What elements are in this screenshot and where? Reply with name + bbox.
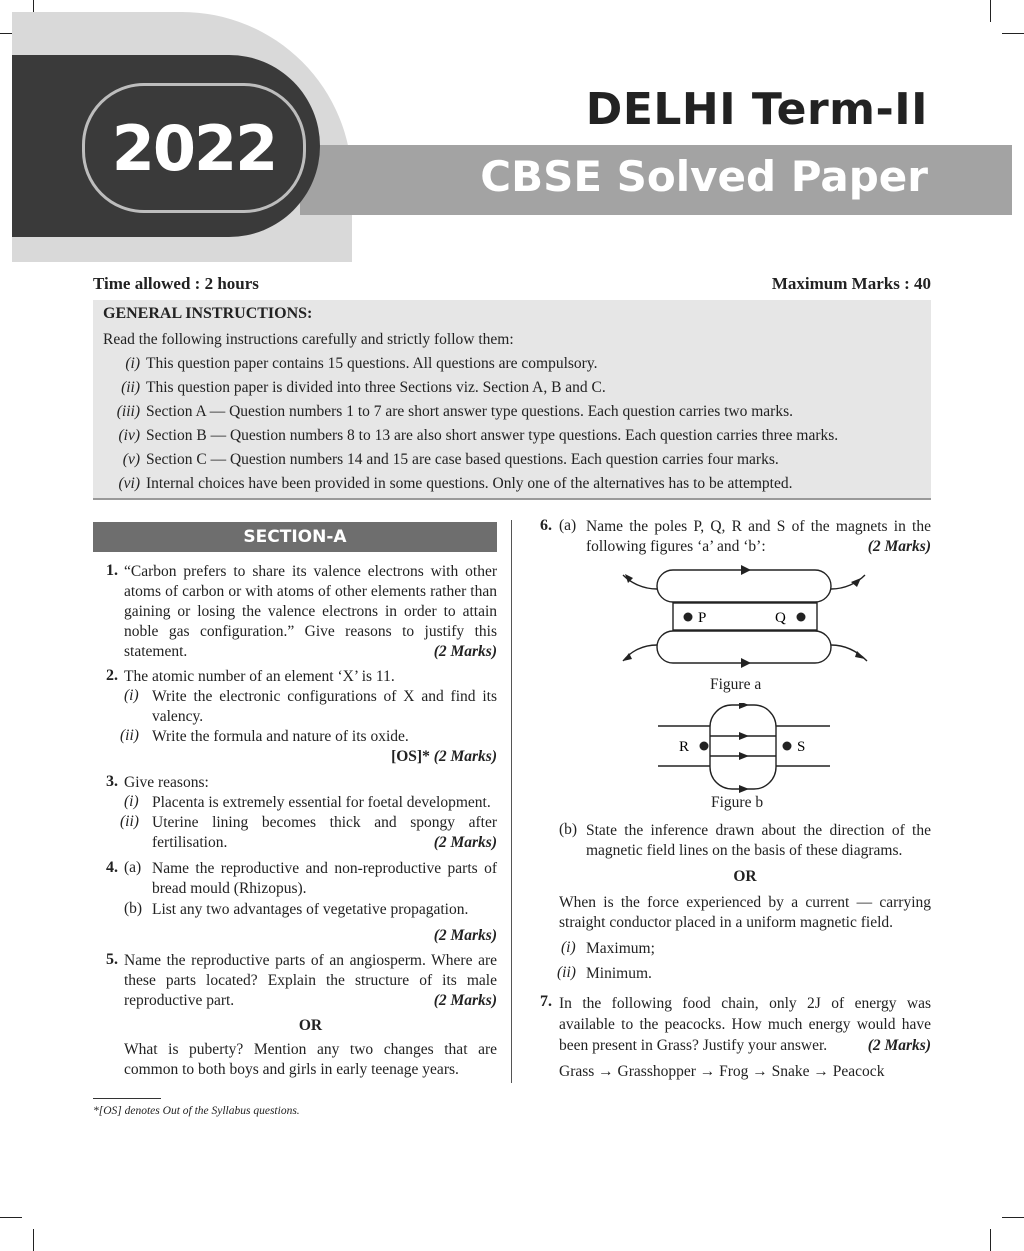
pole-label-s: S	[797, 739, 806, 755]
question-number: 3.	[106, 773, 118, 790]
sub-number: (i)	[124, 793, 139, 810]
time-allowed: Time allowed : 2 hours	[93, 274, 259, 293]
figure-a-diagram	[615, 565, 875, 675]
or-separator: OR	[298, 1017, 323, 1034]
sub-question: Uterine lining becomes thick and spongy after fertilisation.	[152, 814, 497, 851]
maximum-marks: Maximum Marks : 40	[771, 274, 931, 293]
footnote: *[OS] denotes Out of the Syllabus questions.	[93, 1105, 300, 1117]
sub-number: (i)	[124, 687, 139, 704]
pole-dot	[783, 742, 792, 751]
question-1	[106, 562, 497, 662]
arrow-head	[739, 732, 749, 740]
field-line	[657, 570, 831, 602]
year-badge: 2022	[82, 83, 306, 213]
crop-mark	[990, 0, 991, 22]
question-6	[540, 517, 931, 557]
instruction-item: (iv) Section B — Question numbers 8 to 13 are also short answer type questions. Each question carries three marks.	[118, 427, 839, 444]
question-text: Give reasons:	[124, 774, 209, 791]
arrow-head	[741, 658, 751, 668]
field-line	[710, 705, 776, 789]
sub-number: (ii)	[120, 813, 139, 830]
sub-number: (b)	[124, 900, 143, 917]
sub-number: (a)	[559, 517, 577, 534]
sub-number: (ii)	[120, 727, 139, 744]
arrow-head	[851, 578, 861, 587]
page-subtitle: CBSE Solved Paper	[480, 152, 928, 201]
question-number: 2.	[106, 667, 118, 684]
arrow-head	[739, 785, 749, 793]
crop-mark	[1002, 33, 1024, 34]
sub-question: Write the formula and nature of its oxide.	[152, 728, 409, 745]
figure-b-caption: Figure b	[711, 794, 764, 811]
question-5	[106, 951, 497, 1080]
sub-question: List any two advantages of vegetative propagation.	[152, 901, 469, 918]
sub-number: (a)	[124, 859, 142, 876]
instructions-title: GENERAL INSTRUCTIONS:	[103, 305, 313, 322]
crop-mark	[990, 1229, 991, 1251]
question-number: 4.	[106, 859, 118, 876]
field-line	[831, 645, 867, 661]
question-4	[106, 859, 497, 946]
question-number: 7.	[540, 993, 552, 1010]
question-2	[106, 667, 497, 767]
figure-a-caption: Figure a	[710, 676, 762, 693]
sub-number: (b)	[559, 821, 578, 838]
instruction-item: (vi) Internal choices have been provided in some questions. Only one of the alternatives has to be attempted.	[118, 475, 793, 492]
sub-number: (i)	[561, 939, 576, 956]
question-7	[540, 993, 931, 1082]
marks-label: (2 Marks)	[867, 538, 931, 555]
crop-mark	[1002, 1217, 1024, 1218]
alternative-question: When is the force experienced by a current — carrying straight conductor placed in a uniform magnetic field.	[559, 894, 931, 931]
question-6-part-b	[559, 821, 931, 984]
sub-question: Placenta is extremely essential for foetal development.	[152, 794, 491, 811]
pole-label-p: P	[698, 610, 707, 626]
sub-question: State the inference drawn about the direction of the magnetic field lines on the basis of these diagrams.	[586, 822, 931, 859]
field-line	[831, 575, 865, 589]
pole-dot	[797, 613, 806, 622]
question-text: Name the reproductive parts of an angiosperm. Where are these parts located? Explain the structure of its male reproductive part.	[124, 952, 497, 1009]
sub-question: Write the electronic configurations of X and find its valency.	[152, 688, 497, 725]
or-separator: OR	[733, 868, 757, 885]
pole-label-q: Q	[775, 610, 786, 626]
instruction-item: (ii) This question paper is divided into three Sections viz. Section A, B and C.	[121, 379, 606, 396]
field-line	[657, 631, 831, 663]
question-text: In the following food chain, only 2J of energy was available to the peacocks. How much energy would have been present in Grass? Justify your answer.	[559, 995, 931, 1054]
crop-mark	[33, 1229, 34, 1251]
question-text: “Carbon prefers to share its valence electrons with other atoms of carbon or with atoms of other elements rather than gaining or losing the valence electrons in order to attain noble gas configuration.” Give reasons to justify this statement.	[124, 563, 497, 660]
question-number: 6.	[540, 517, 552, 534]
question-3	[106, 773, 497, 853]
marks-label: (2 Marks)	[433, 834, 497, 851]
pole-label-r: R	[679, 739, 690, 755]
food-chain: Grass → Grasshopper → Frog → Snake → Peacock	[559, 1063, 885, 1080]
arrow-head	[739, 752, 749, 760]
question-number: 5.	[106, 951, 118, 968]
section-heading: SECTION-A	[93, 522, 497, 552]
instruction-item: (i) This question paper contains 15 questions. All questions are compulsory.	[125, 355, 598, 372]
figure-b-diagram	[655, 703, 835, 793]
question-text: The atomic number of an element ‘X’ is 11.	[124, 668, 395, 685]
marks-label: [OS]* (2 Marks)	[391, 748, 497, 765]
arrow-head	[741, 565, 751, 575]
bar-magnet	[673, 603, 817, 630]
footnote-rule	[93, 1098, 161, 1099]
sub-question: Minimum.	[586, 965, 652, 982]
instructions-box	[93, 300, 931, 500]
instruction-item: (iii) Section A — Question numbers 1 to 7 are short answer type questions. Each question carries two marks.	[116, 403, 793, 420]
column-divider	[511, 520, 512, 1083]
instruction-item: (v) Section C — Question numbers 14 and 15 are case based questions. Each question carries four marks.	[122, 451, 779, 468]
pole-dot	[700, 742, 709, 751]
pole-dot	[684, 613, 693, 622]
marks-label: (2 Marks)	[433, 927, 497, 944]
question-number: 1.	[106, 562, 118, 579]
sub-question: Name the poles P, Q, R and S of the magnets in the following figures ‘a’ and ‘b’:	[586, 518, 931, 555]
sub-question: Name the reproductive and non-reproductive parts of bread mould (Rhizopus).	[152, 860, 497, 897]
sub-question: Maximum;	[586, 940, 655, 957]
page-title: DELHI Term-II	[585, 84, 928, 135]
instructions-intro: Read the following instructions carefully and strictly follow them:	[103, 331, 514, 348]
marks-label: (2 Marks)	[433, 643, 497, 660]
crop-mark	[0, 1217, 22, 1218]
arrow-head	[739, 703, 749, 709]
alternative-question: What is puberty? Mention any two changes that are common to both boys and girls in early teenage years.	[124, 1041, 497, 1078]
marks-label: (2 Marks)	[433, 992, 497, 1009]
marks-label: (2 Marks)	[867, 1037, 931, 1054]
sub-number: (ii)	[557, 964, 576, 981]
